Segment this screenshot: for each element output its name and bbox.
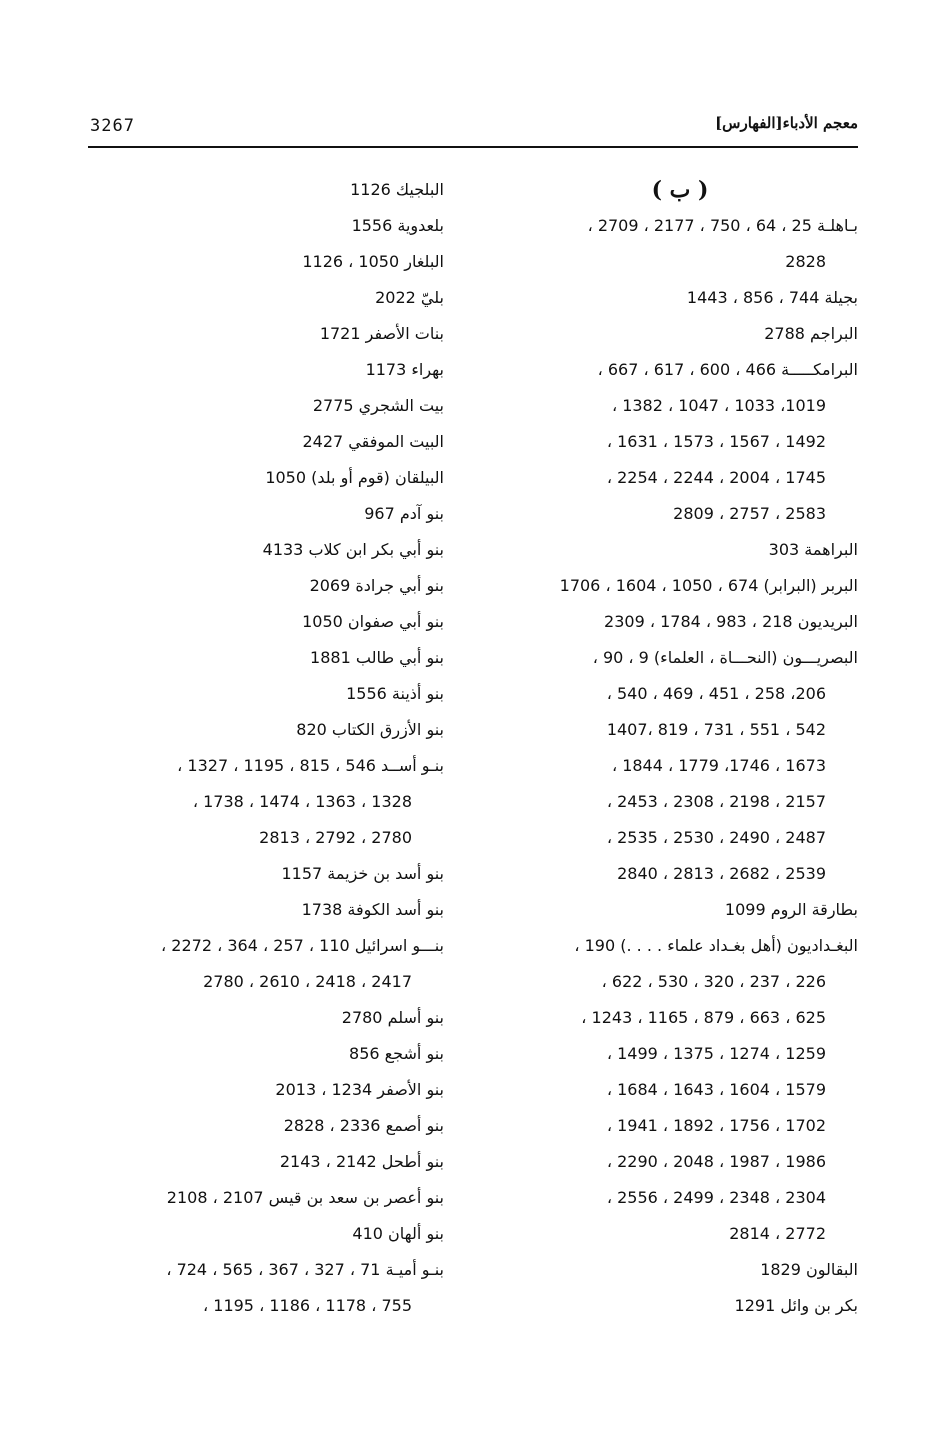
index-entry: بنو أسلم 2780 (341, 1008, 444, 1027)
page-header (88, 112, 858, 148)
index-entry: بـاهلـة 25 ، 64 ، 750 ، 2177 ، 2709 ، (587, 216, 858, 235)
index-entry: بنو الأصفر 1234 ، 2013 (275, 1080, 444, 1099)
index-entry-continuation: 226 ، 237 ، 320 ، 530 ، 622 ، (601, 972, 826, 991)
index-entry-continuation: 1745 ، 2004 ، 2244 ، 2254 ، (606, 468, 826, 487)
index-entry: بلعدوية 1556 (351, 216, 444, 235)
index-entry: بنو أبي بكر ابن كلاب 4133 (262, 540, 444, 559)
index-entry: بنو أطحل 2142 ، 2143 (279, 1152, 444, 1171)
index-entry-continuation: 1259 ، 1274 ، 1375 ، 1499 ، (606, 1044, 826, 1063)
index-entry-continuation: 1328 ، 1363 ، 1474 ، 1738 ، (192, 792, 412, 811)
index-column-right (502, 172, 858, 1324)
index-entry: بنو أصمع 2336 ، 2828 (283, 1116, 444, 1135)
index-entry: البراجم 2788 (764, 324, 858, 343)
index-entry-continuation: 1579 ، 1604 ، 1643 ، 1684 ، (606, 1080, 826, 1099)
index-entry: البقالون 1829 (760, 1260, 858, 1279)
index-entry-continuation: 1986 ، 1987 ، 2048 ، 2290 ، (606, 1152, 826, 1171)
index-entry-continuation: 2780 ، 2792 ، 2813 (259, 828, 412, 847)
index-entry: بنو أبي جرادة 2069 (309, 576, 444, 595)
index-entry-continuation: 1702 ، 1756 ، 1892 ، 1941 ، (606, 1116, 826, 1135)
letter-heading: ( ب ) (651, 177, 709, 203)
index-entry: بنو الأزرق الكتاب 820 (296, 720, 444, 739)
index-entry-continuation: 1019، 1033 ، 1047 ، 1382 ، (611, 396, 826, 415)
index-entry: بنـــو اسرائيل 110 ، 257 ، 364 ، 2272 ، (161, 936, 444, 955)
index-entry: البراهمة 303 (768, 540, 858, 559)
index-entry: البصريـــون (النحـــاة ، العلماء) 9 ، 90 ، (592, 648, 858, 667)
index-entry: بنو ألهان 410 (352, 1224, 444, 1243)
index-entry-continuation: 2157 ، 2198 ، 2308 ، 2453 ، (606, 792, 826, 811)
index-entry: بكر بن وائل 1291 (734, 1296, 858, 1315)
index-entry: البريديون 218 ، 983 ، 1784 ، 2309 (604, 612, 858, 631)
index-entry: بنو آدم 967 (364, 504, 444, 523)
index-entry-continuation: 206، 258 ، 451 ، 469 ، 540 ، (606, 684, 826, 703)
index-entry-continuation: 2304 ، 2348 ، 2499 ، 2556 ، (606, 1188, 826, 1207)
index-entry: بجيلة 744 ، 856 ، 1443 (686, 288, 858, 307)
index-entry-continuation: 625 ، 663 ، 879 ، 1165 ، 1243 ، (581, 1008, 826, 1027)
index-entry-continuation: 542 ، 551 ، 731 ، 819 ،1407 (606, 720, 826, 739)
index-entry: البغـداديون (أهل بغـداد علماء . . . .) 190 ، (574, 936, 858, 955)
index-entry: البرامكـــــة 466 ، 600 ، 617 ، 667 ، (597, 360, 858, 379)
index-entry: بنو أبي طالب 1881 (310, 648, 444, 667)
index-entry-continuation: 2583 ، 2757 ، 2809 (673, 504, 826, 523)
index-entry: بنو أبي صفوان 1050 (302, 612, 444, 631)
index-entry: البربر (البرابر) 674 ، 1050 ، 1604 ، 1706 (559, 576, 858, 595)
index-entry-continuation: 1492 ، 1567 ، 1573 ، 1631 ، (606, 432, 826, 451)
index-entry: بنات الأصفر 1721 (319, 324, 444, 343)
index-entry: بنـو أســد 546 ، 815 ، 1195 ، 1327 ، (177, 756, 444, 775)
index-entry: بنو أسد الكوفة 1738 (301, 900, 444, 919)
page-number: 3267 (90, 116, 135, 136)
index-entry: بنو أشجع 856 (349, 1044, 444, 1063)
index-entry: بنو أذينة 1556 (346, 684, 444, 703)
index-entry: بنو أسد بن خزيمة 1157 (281, 864, 444, 883)
index-entry-continuation: 2487 ، 2490 ، 2530 ، 2535 ، (606, 828, 826, 847)
index-entry: بنـو أميـة 71 ، 327 ، 367 ، 565 ، 724 ، (166, 1260, 444, 1279)
running-title: معجم الأدباء[الفهارس] (715, 114, 858, 132)
index-entry-continuation: 1673 ، 1746، 1779 ، 1844 ، (611, 756, 826, 775)
index-entry: بنو أعصر بن سعد بن قيس 2107 ، 2108 (166, 1188, 444, 1207)
index-entry: البيلقان (قوم أو بلد) 1050 (265, 468, 444, 487)
index-entry: بهراء 1173 (365, 360, 444, 379)
index-entry: بليّ 2022 (375, 288, 444, 307)
index-entry: البيت الموفقي 2427 (302, 432, 444, 451)
index-entry-continuation: 2539 ، 2682 ، 2813 ، 2840 (617, 864, 826, 883)
index-entry-continuation: 2828 (785, 252, 826, 271)
index-entry: بطارقة الروم 1099 (724, 900, 858, 919)
index-entry: البلغار 1050 ، 1126 (302, 252, 444, 271)
index-entry: بيت الشجري 2775 (312, 396, 444, 415)
index-entry: البلجيك 1126 (350, 180, 444, 199)
index-entry-continuation: 2772 ، 2814 (729, 1224, 826, 1243)
index-entry-continuation: 755 ، 1178 ، 1186 ، 1195 ، (203, 1296, 412, 1315)
index-entry-continuation: 2417 ، 2418 ، 2610 ، 2780 (203, 972, 412, 991)
index-column-left (88, 172, 444, 1324)
